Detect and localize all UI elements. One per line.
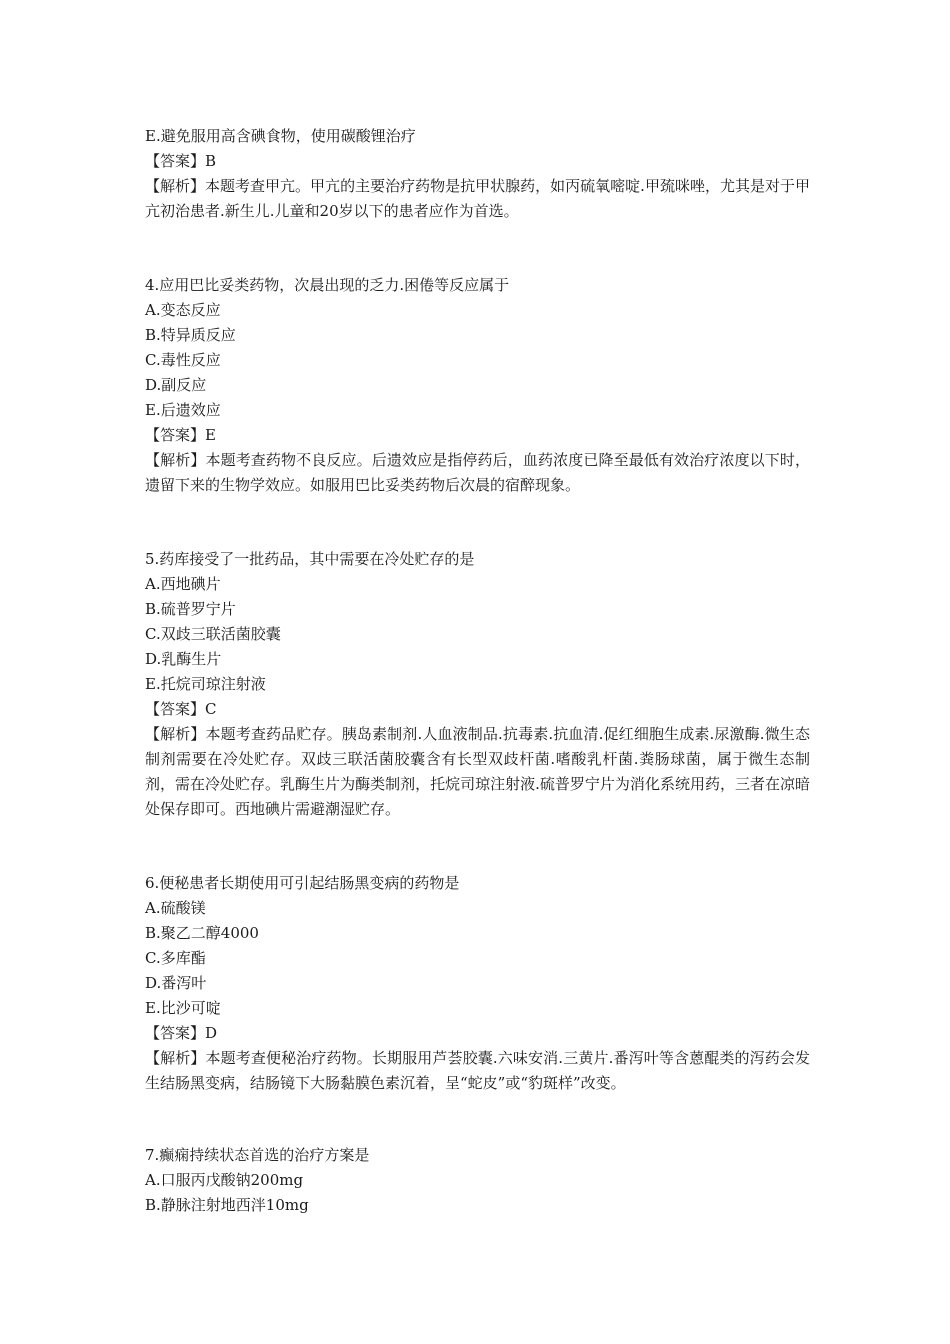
q6-option-a: A.硫酸镁 [145, 899, 206, 917]
q6-option-c: C.多库酯 [145, 949, 206, 967]
q7-option-b: B.静脉注射地西泮10mg [145, 1196, 309, 1214]
q6-option-d: D.番泻叶 [145, 974, 207, 992]
q5-analysis: 【解析】本题考查药品贮存。胰岛素制剂.人血液制品.抗毒素.抗血清.促红细胞生成素.尿激酶.微生态制剂需要在冷处贮存。双歧三联活菌胶囊含有长型双歧杆菌.嗜酸乳杆菌.粪肠球菌，属于微生态制剂，需在冷处贮存。乳酶生片为酶类制剂，托烷司琼注射液.硫普罗宁片为消化系统用药，三者在凉暗处保存即可。西地碘片需避潮湿贮存。 [145, 725, 810, 818]
q4-analysis: 【解析】本题考查药物不良反应。后遗效应是指停药后，血药浓度已降至最低有效治疗浓度以下时，遗留下来的生物学效应。如服用巴比妥类药物后次晨的宿醉现象。 [145, 451, 810, 494]
document-page [145, 124, 810, 1218]
q4-option-c: C.毒性反应 [145, 351, 221, 369]
q5-option-d: D.乳酶生片 [145, 650, 222, 668]
q6-option-e: E.比沙可啶 [145, 999, 221, 1017]
q6-question: 6.便秘患者长期使用可引起结肠黑变病的药物是 [145, 874, 460, 892]
q7-question: 7.癫痫持续状态首选的治疗方案是 [145, 1146, 370, 1164]
q3-answer: 【答案】B [145, 152, 217, 170]
q6-analysis: 【解析】本题考查便秘治疗药物。长期服用芦荟胶囊.六味安消.三黄片.番泻叶等含蒽醌类的泻药会发生结肠黑变病，结肠镜下大肠黏膜色素沉着，呈“蛇皮”或“豹斑样”改变。 [145, 1049, 810, 1092]
q3-option-e: E.避免服用高含碘食物，使用碳酸锂治疗 [145, 127, 416, 145]
q5-option-c: C.双歧三联活菌胶囊 [145, 625, 281, 643]
q4-option-b: B.特异质反应 [145, 326, 236, 344]
q3-analysis: 【解析】本题考查甲亢。甲亢的主要治疗药物是抗甲状腺药，如丙硫氧嘧啶.甲巯咪唑，尤其是对于甲亢初治患者.新生儿.儿童和20岁以下的患者应作为首选。 [145, 177, 810, 220]
q5-question: 5.药库接受了一批药品，其中需要在冷处贮存的是 [145, 550, 475, 568]
q4-option-a: A.变态反应 [145, 301, 221, 319]
q4-question: 4.应用巴比妥类药物，次晨出现的乏力.困倦等反应属于 [145, 276, 510, 294]
q5-option-e: E.托烷司琼注射液 [145, 675, 266, 693]
q5-option-b: B.硫普罗宁片 [145, 600, 236, 618]
q4-answer: 【答案】E [145, 426, 216, 444]
q7-option-a: A.口服丙戊酸钠200mg [145, 1171, 304, 1189]
q6-option-b: B.聚乙二醇4000 [145, 924, 259, 942]
q6-answer: 【答案】D [145, 1024, 218, 1042]
q4-option-e: E.后遗效应 [145, 401, 221, 419]
q4-option-d: D.副反应 [145, 376, 207, 394]
q5-option-a: A.西地碘片 [145, 575, 221, 593]
q5-answer: 【答案】C [145, 700, 217, 718]
